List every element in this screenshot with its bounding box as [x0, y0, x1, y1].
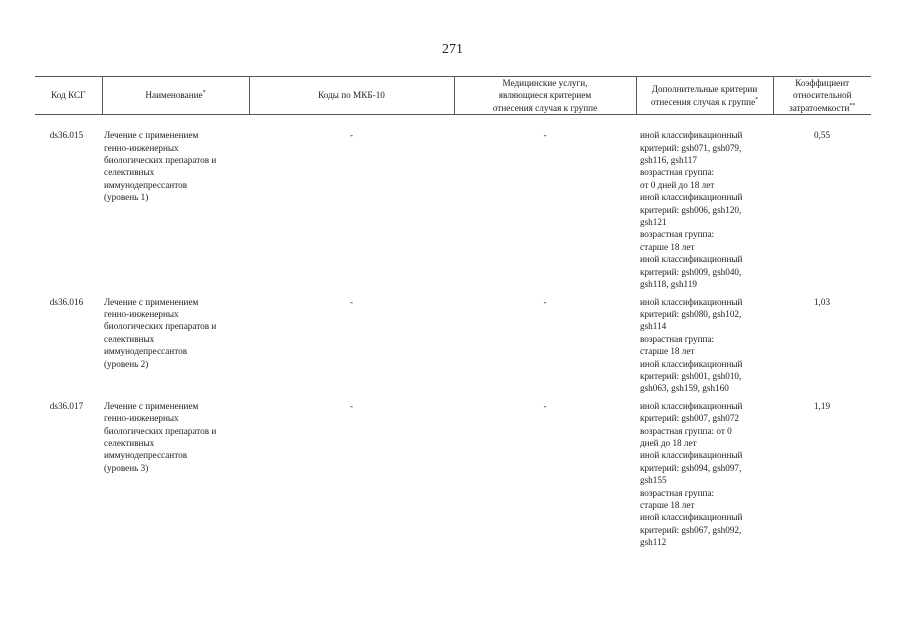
mkb-codes: -: [349, 400, 354, 411]
cost-coefficient: 1,03: [813, 296, 831, 307]
table-row: [35, 115, 871, 291]
table-row: [35, 395, 871, 549]
page-number: 271: [442, 42, 463, 57]
header-criteria: Дополнительные критерии отнесения случая к группе*: [636, 77, 773, 115]
table-header-row: [35, 77, 871, 115]
ksg-code: ds36.016: [49, 296, 84, 307]
header-mkb: Коды по МКБ-10: [249, 77, 454, 115]
table-row: [35, 291, 871, 395]
ksg-name: Лечение с применением генно-инженерных биологических препаратов и селективных иммунодепрессантов (уровень 2): [104, 296, 217, 369]
medical-services: -: [543, 296, 547, 307]
header-code: Код КСГ: [35, 77, 102, 115]
ksg-table: [35, 76, 871, 549]
ksg-code: ds36.015: [49, 130, 84, 141]
header-services: Медицинские услуги, являющиеся критерием отнесения случая к группе: [454, 77, 636, 115]
additional-criteria: иной классификационный критерий: gsh007, gsh072 возрастная группа: от 0 дней до 18 лет иной классификационный критерий: gsh094, gsh097, gsh155 возрастная группа: старше 18 лет иной классификационный критерий: gsh067, gsh092, gsh112: [640, 400, 743, 548]
cost-coefficient: 1,19: [813, 400, 831, 411]
ksg-name: Лечение с применением генно-инженерных биологических препаратов и селективных иммунодепрессантов (уровень 1): [104, 130, 217, 203]
mkb-codes: -: [349, 296, 354, 307]
header-coefficient: Коэффициент относительной затратоемкости**: [773, 77, 871, 115]
medical-services: -: [543, 400, 547, 411]
additional-criteria: иной классификационный критерий: gsh080, gsh102, gsh114 возрастная группа: старше 18 лет иной классификационный критерий: gsh001, gsh010, gsh063, gsh159, gsh160: [640, 296, 743, 394]
header-name: Наименование*: [102, 77, 249, 115]
ksg-name: Лечение с применением генно-инженерных биологических препаратов и селективных иммунодепрессантов (уровень 3): [104, 400, 217, 473]
cost-coefficient: 0,55: [813, 130, 831, 141]
ksg-code: ds36.017: [49, 400, 84, 411]
mkb-codes: -: [349, 130, 354, 141]
additional-criteria: иной классификационный критерий: gsh071, gsh079, gsh116, gsh117 возрастная группа: от 0 дней до 18 лет иной классификационный критерий: gsh006, gsh120, gsh121 возрастная группа: старше 18 лет иной классификационный критерий: gsh009, gsh040, gsh118, gsh119: [640, 130, 743, 290]
medical-services: -: [543, 130, 547, 141]
